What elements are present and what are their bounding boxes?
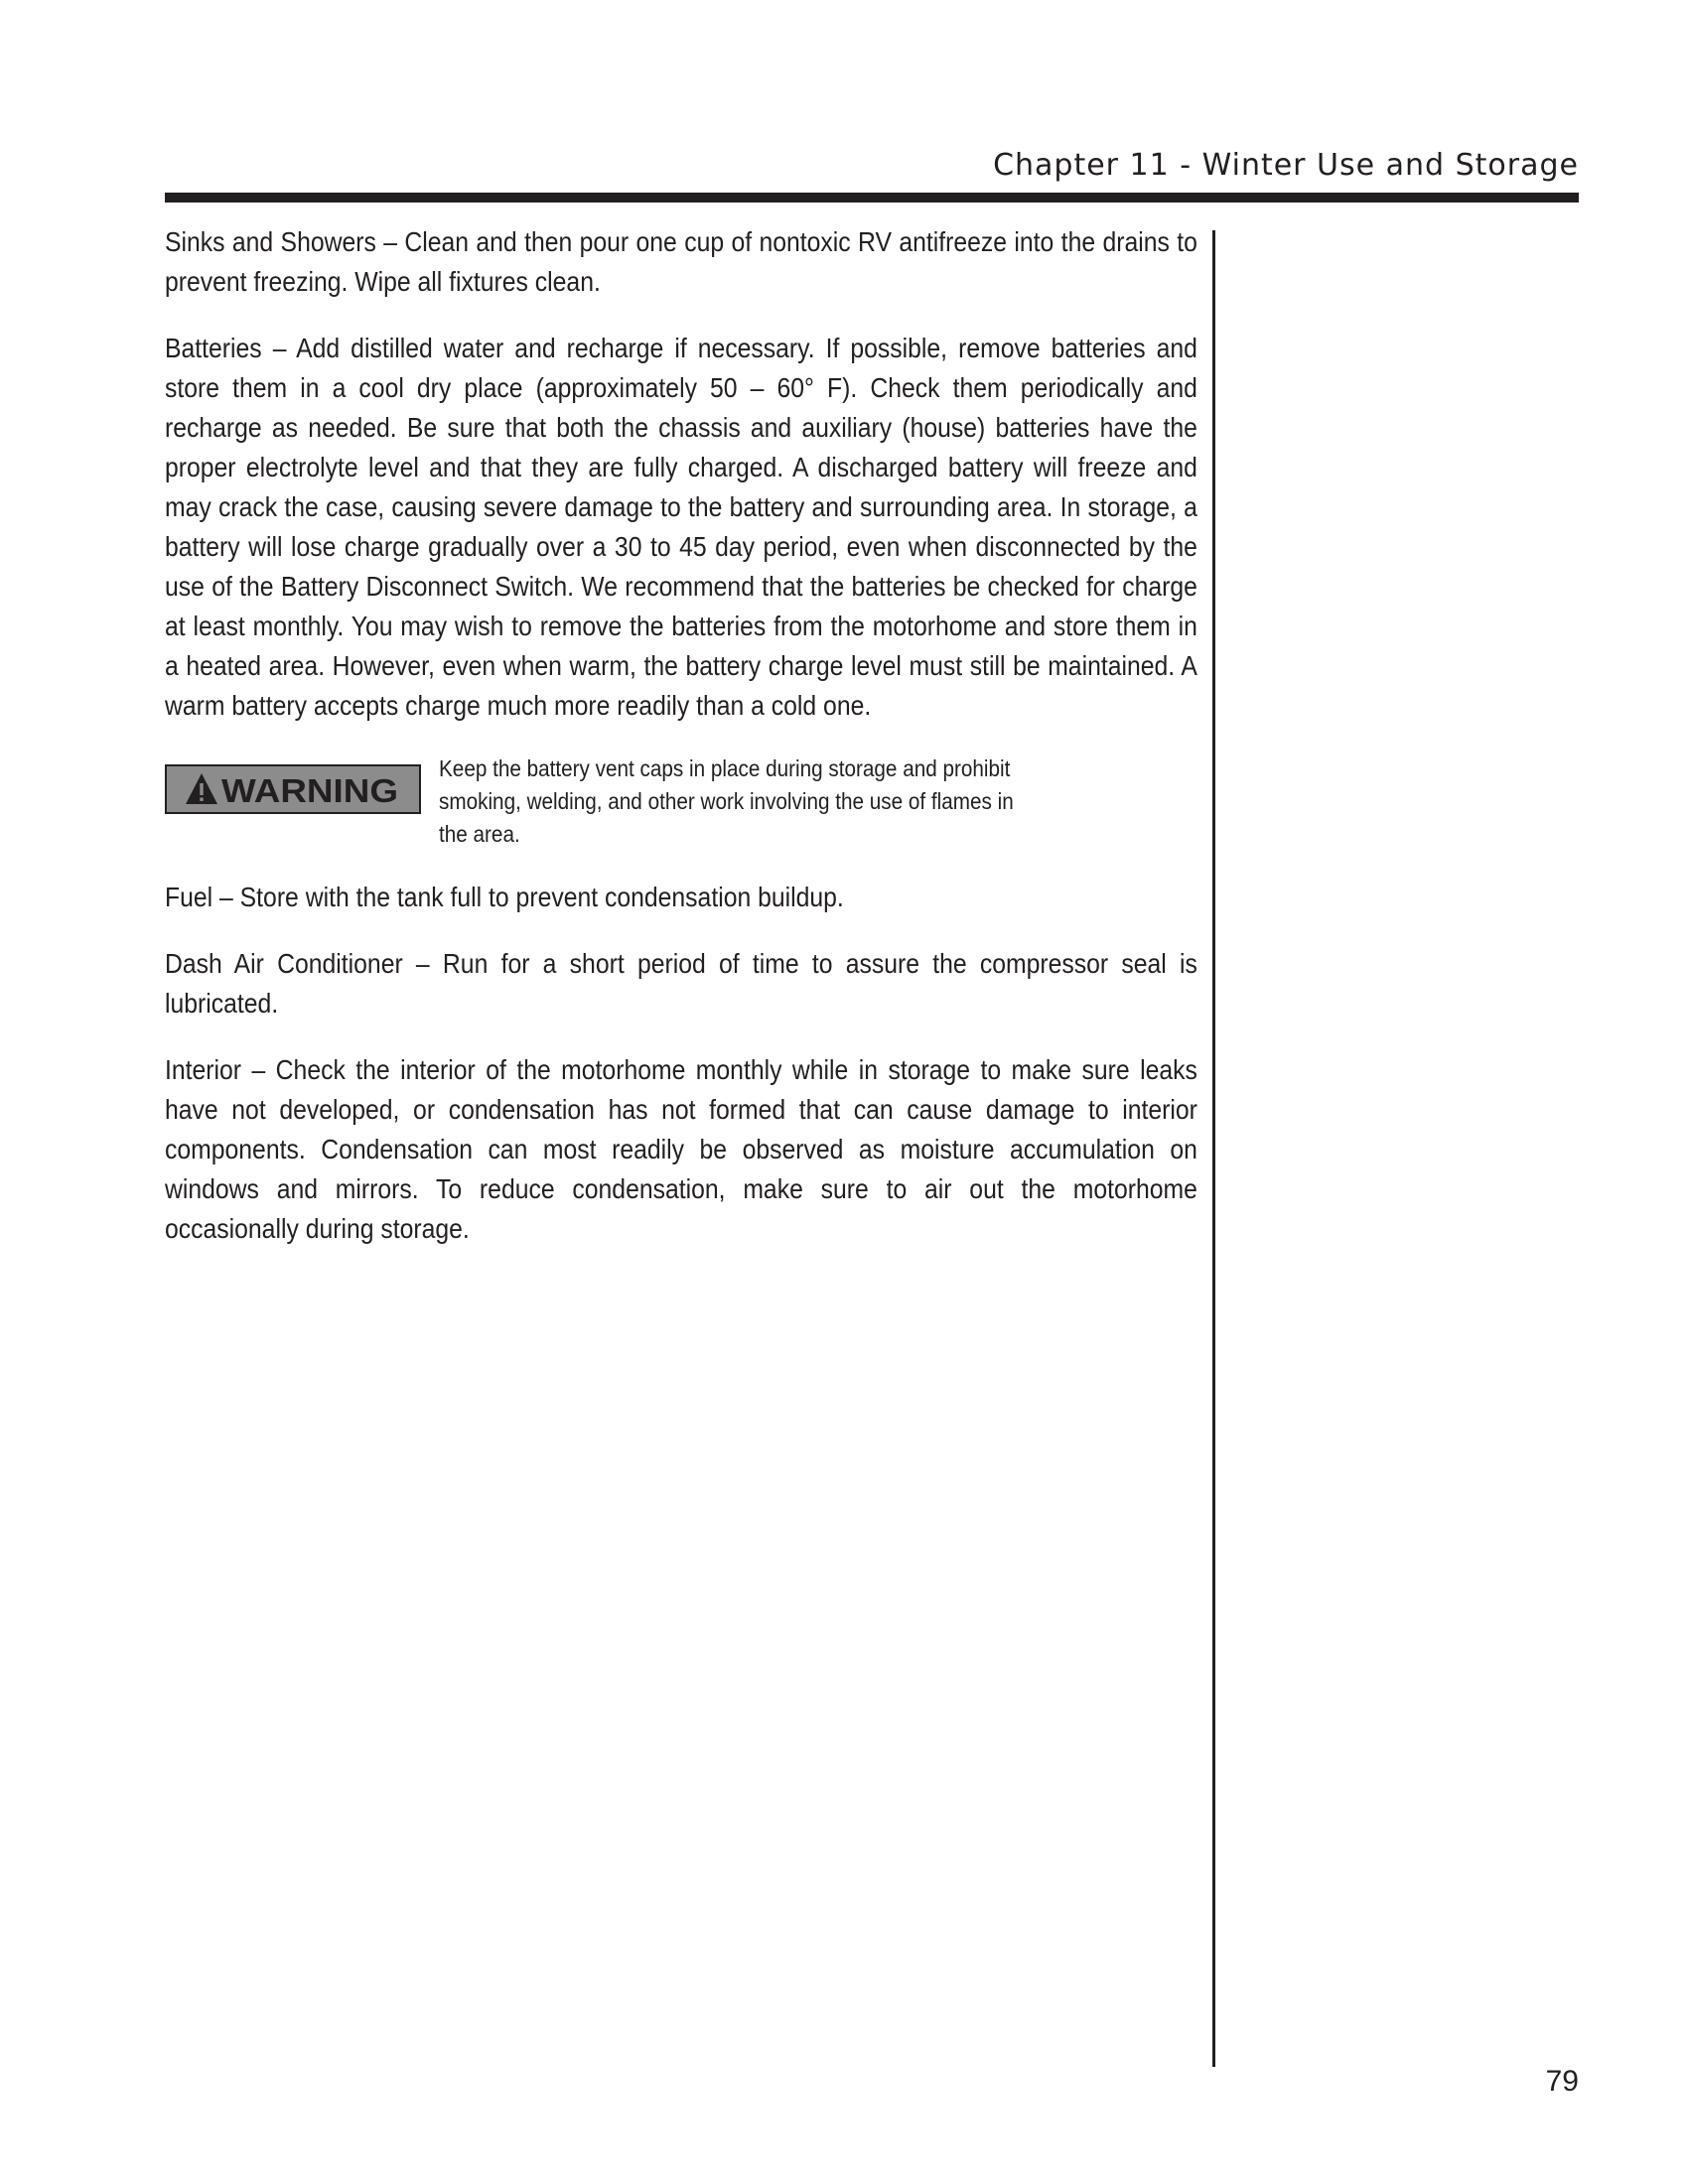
paragraph-batteries: Batteries – Add distilled water and recharge if necessary. If possible, remove batteries and store them in a cool dry place (approximately 50 – 60° F). Check them periodically and recharge as needed. Be sure that both the chassis and auxiliary (house) batteries have the proper electrolyte level and that they are fully charged. A discharged battery will freeze and may crack the case, causing severe damage to the battery and surrounding area. In storage, a battery will lose charge gradually over a 30 to 45 day period, even when disconnected by the use of the Battery Disconnect Switch. We recommend that the batteries be checked for charge at least monthly. You may wish to remove the batteries from the motorhome and store them in a heated area. However, even when warm, the battery charge level must still be maintained. A warm battery accepts charge much more readily than a cold one. (165, 333, 1197, 721)
paragraph-fuel: Fuel – Store with the tank full to prevent condensation buildup. (165, 882, 844, 912)
side-rule (1212, 230, 1215, 2067)
warning-badge-graphic (184, 770, 402, 808)
page-number: 79 (1545, 2065, 1579, 2098)
warning-triangle-icon (186, 773, 217, 804)
chapter-header: Chapter 11 - Winter Use and Storage (993, 148, 1579, 183)
paragraph-sinks-showers: Sinks and Showers – Clean and then pour one cup of nontoxic RV antifreeze into the drains to prevent freezing. Wipe all fixtures clean. (165, 226, 1197, 297)
paragraph-dash-air-conditioner: Dash Air Conditioner – Run for a short period of time to assure the compressor seal is lubricated. (165, 948, 1197, 1019)
paragraph-interior: Interior – Check the interior of the motorhome monthly while in storage to make sure leaks have not developed, or condensation has not formed that can cause damage to interior components. Condensation can most readily be observed as moisture accumulation on windows and mirrors. To reduce condensation, make sure to air out the motorhome occasionally during storage. (165, 1054, 1197, 1244)
warning-text: Keep the battery vent caps in place during storage and prohibit smoking, welding, and other work involving the use of flames in the area. (439, 755, 1014, 847)
warning-badge (165, 764, 421, 814)
main-text (165, 222, 1197, 1276)
warning-notice (165, 752, 1197, 851)
header-rule (165, 193, 1579, 203)
warning-label: WARNING (221, 772, 398, 808)
